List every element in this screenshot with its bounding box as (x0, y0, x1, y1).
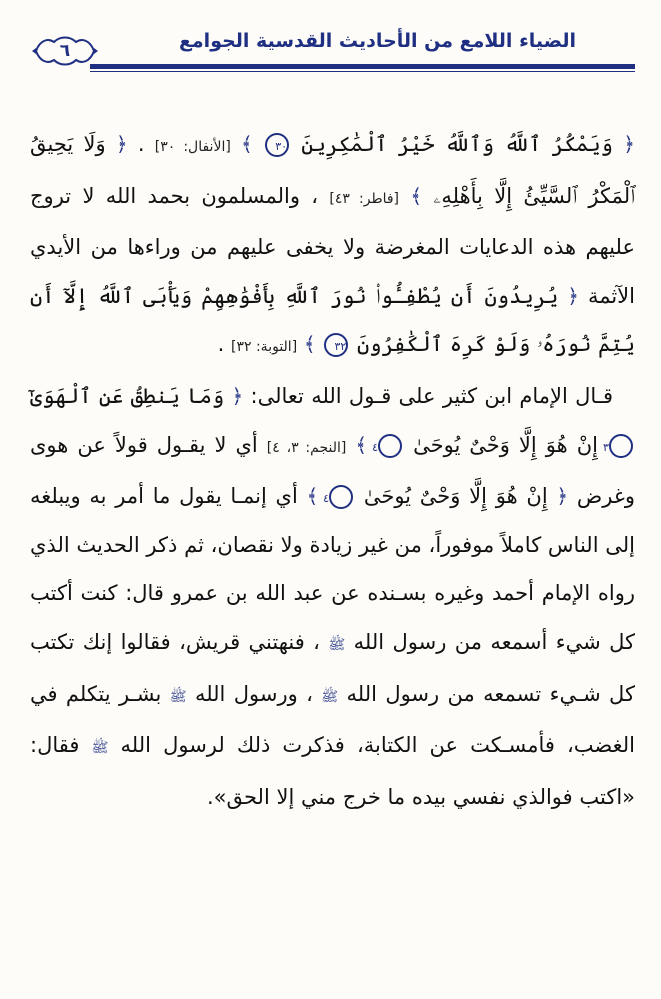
body-text-run: قـال الإمام ابن كثير على قـول الله تعالى: (250, 383, 613, 408)
ornate-bracket-close: ﴾ (355, 432, 368, 457)
verse-reference: [التوبة: ٣٢] (231, 339, 298, 356)
verse-reference: [الأنفال: ٣٠] (154, 139, 231, 155)
ayah-number-marker: ٤ (329, 485, 353, 509)
quran-verse-text: إِنْ هُوَ إِلَّا وَحْىٌ يُوحَىٰ (363, 484, 548, 509)
ayah-number-marker: ٣ (609, 434, 633, 458)
paragraph (30, 120, 635, 372)
salutation-mark: ﷺ (169, 688, 187, 705)
body-text-run: ، ورسول الله (194, 681, 313, 706)
body-text (30, 120, 635, 821)
header-rule (90, 64, 635, 69)
salutation-mark: ﷺ (321, 688, 339, 705)
quran-verse-text: وَيَمْكُرُ ٱللَّهُ وَٱللَّهُ خَيْرُ ٱلْمَٰكِرِينَ (301, 132, 613, 156)
ayah-number-marker: ٣٢ (324, 333, 348, 357)
page-header (30, 24, 635, 82)
body-text-run: فقال: «اكتب فوالذي نفسي بيده ما خرج مني إلا الحق». (30, 733, 635, 809)
ornate-bracket-close: ﴾ (241, 132, 253, 156)
verse-reference: [النجم: ٣، ٤] (266, 439, 347, 456)
body-text-run: ، والمسلمون بحمد الله لا تروج عليهم هذه الدعايات المغرضة ولا يخفى عليهم من وراءها من الأيدي الآثمة (30, 183, 635, 308)
quran-verse-text: إِنْ هُوَ إِلَّا وَحْىٌ يُوحَىٰ (413, 432, 598, 457)
ornate-bracket-open: ﴿ (567, 283, 579, 308)
quran-verse-text: يُرِيدُونَ أَن يُطْفِـُٔوا۟ نُورَ ٱللَّهِ بِأَفْوَٰهِهِمْ وَيَأْبَى ٱللَّهُ إِلَّآ أَن يُتِمَّ نُورَهُۥ وَلَوْ كَرِهَ ٱلْكَٰفِرُونَ (30, 283, 635, 357)
quran-verse-text: وَلَا يَحِيقُ ٱلْمَكْرُ ٱلسَّيِّئُ إِلَّا بِأَهْلِهِۦ (30, 132, 635, 208)
salutation-mark: ﷺ (91, 740, 109, 757)
quran-verse-text: وَمَا يَنطِقُ عَنِ ٱلْهَوَىٰٓ (30, 383, 225, 408)
body-text-run: أي إنمـا يقول ما أمر به ويبلغه إلى الناس كاملاً موفوراً، من غير زيادة ولا نقصان، ثم ذكر الحديث الذي رواه الإمام أحمد وغيره بسـنده عن عبد الله بن عمرو قال: كنت أكتب كل شيء أسمعه من رسول الله (30, 484, 636, 654)
body-text-run: ، فنهتني قريش، فقالوا إنك تكتب كل شـيء تسمعه من رسول الله (30, 629, 635, 706)
ornate-bracket-open: ﴿ (231, 383, 244, 408)
ornate-bracket-close: ﴾ (410, 183, 423, 208)
salutation-mark: ﷺ (328, 636, 346, 653)
ornate-bracket-close: ﴾ (306, 484, 319, 509)
verse-reference: [فاطر: ٤٣] (329, 190, 400, 207)
page-number-ornament (30, 34, 100, 68)
paragraph (30, 372, 635, 821)
body-text-run: . (137, 132, 145, 156)
running-title: الضياء اللامع من الأحاديث القدسية الجوامع (178, 30, 577, 52)
body-text-run: أي لا يقـول قولاً عن هوى وغرض (30, 432, 636, 509)
page-number: ٦ (59, 41, 71, 61)
header-rule-thin (90, 71, 635, 72)
body-text-run: . (217, 332, 225, 357)
ayah-number-marker: ٣٠ (265, 133, 289, 157)
ornate-bracket-open: ﴿ (556, 484, 569, 509)
ornate-bracket-open: ﴿ (115, 132, 128, 156)
ayah-number-marker: ٤ (378, 434, 402, 458)
ornate-bracket-open: ﴿ (623, 132, 635, 156)
body-text-run: بشـر يتكلم في الغضب، فأمسـكت عن الكتابة، فذكرت ذلك لرسول الله (30, 681, 635, 758)
ornate-bracket-close: ﴾ (303, 332, 316, 357)
